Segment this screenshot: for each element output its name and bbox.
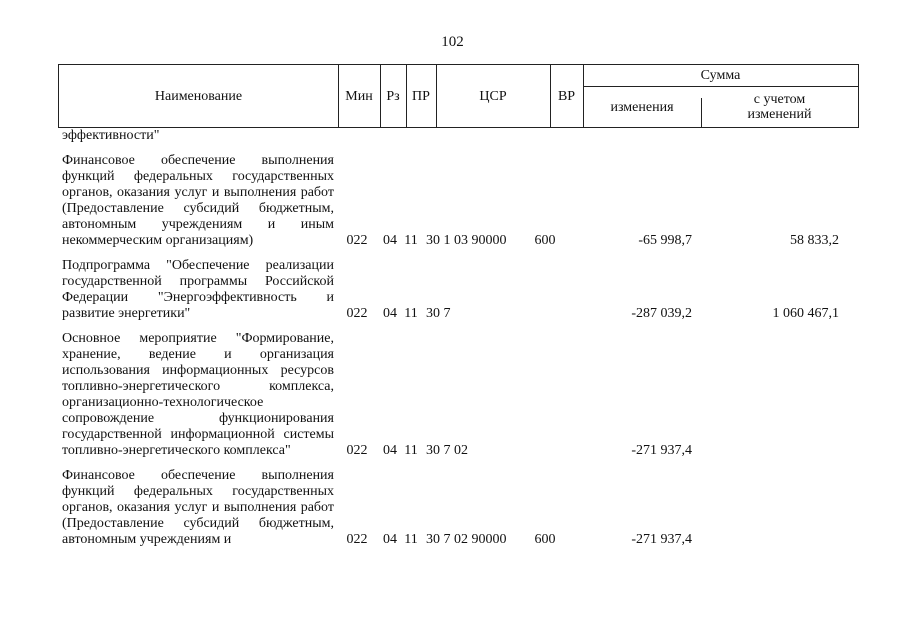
table-row — [62, 153, 859, 249]
row-min: 022 — [346, 532, 368, 547]
row-change: -271 937,4 — [631, 532, 692, 547]
table-row — [62, 468, 859, 548]
row-csr: 30 7 — [426, 306, 451, 321]
table-header — [58, 64, 859, 128]
row-name: Финансовое обеспечение выполнения функций федеральных государственных органов, оказания услуг и выполнения работ (Предоставление субсидий бюджетным, автономным учреждениям и иным некоммерческим организациям) — [62, 153, 334, 248]
row-rz: 04 — [383, 443, 397, 458]
row-change: -65 998,7 — [638, 233, 692, 248]
row-pr: 11 — [404, 443, 418, 458]
row-min: 022 — [346, 443, 368, 458]
header-sum: Сумма — [700, 68, 741, 83]
header-changes: изменения — [610, 99, 674, 115]
row-pr: 11 — [404, 532, 418, 547]
header-rz: Рз — [386, 88, 400, 104]
row-total: 58 833,2 — [790, 233, 839, 248]
table-row — [62, 258, 859, 322]
page-number: 102 — [441, 34, 464, 50]
row-csr: 30 1 03 90000 — [426, 233, 507, 248]
row-min: 022 — [346, 233, 368, 248]
row-csr: 30 7 02 90000 — [426, 532, 507, 547]
row-vr: 600 — [534, 532, 556, 547]
row-name: эффективности" — [62, 128, 160, 143]
header-min: Мин — [345, 88, 373, 104]
row-pr: 11 — [404, 233, 418, 248]
row-change: -271 937,4 — [631, 443, 692, 458]
row-name: Подпрограмма "Обеспечение реализации государственной программы Российской Федерации "Энергоэффективность и развитие энергетики" — [62, 258, 334, 321]
header-name: Наименование — [154, 88, 243, 104]
row-vr: 600 — [534, 233, 556, 248]
row-pr: 11 — [404, 306, 418, 321]
row-change: -287 039,2 — [631, 306, 692, 321]
header-vr: ВР — [557, 88, 576, 104]
table-body — [62, 128, 859, 548]
row-name: Финансовое обеспечение выполнения функций федеральных государственных органов, оказания услуг и выполнения работ (Предоставление субсидий бюджетным, автономным учреждениям и — [62, 468, 334, 547]
header-pr: ПР — [412, 88, 430, 104]
row-total: 1 060 467,1 — [772, 306, 839, 321]
row-rz: 04 — [383, 532, 397, 547]
table-row — [62, 331, 859, 459]
header-with-changes: с учетом изменений — [747, 92, 812, 122]
table-row — [62, 128, 859, 144]
header-csr: ЦСР — [479, 88, 507, 104]
row-csr: 30 7 02 — [426, 443, 468, 458]
row-rz: 04 — [383, 233, 397, 248]
row-rz: 04 — [383, 306, 397, 321]
row-name: Основное мероприятие "Формирование, хранение, ведение и организация использования информационных ресурсов топливно-энергетического комплекса, организационно-технологическое сопровождение функционирования государственной информационной системы топливно-энергетического комплекса" — [62, 331, 334, 458]
row-min: 022 — [346, 306, 368, 321]
